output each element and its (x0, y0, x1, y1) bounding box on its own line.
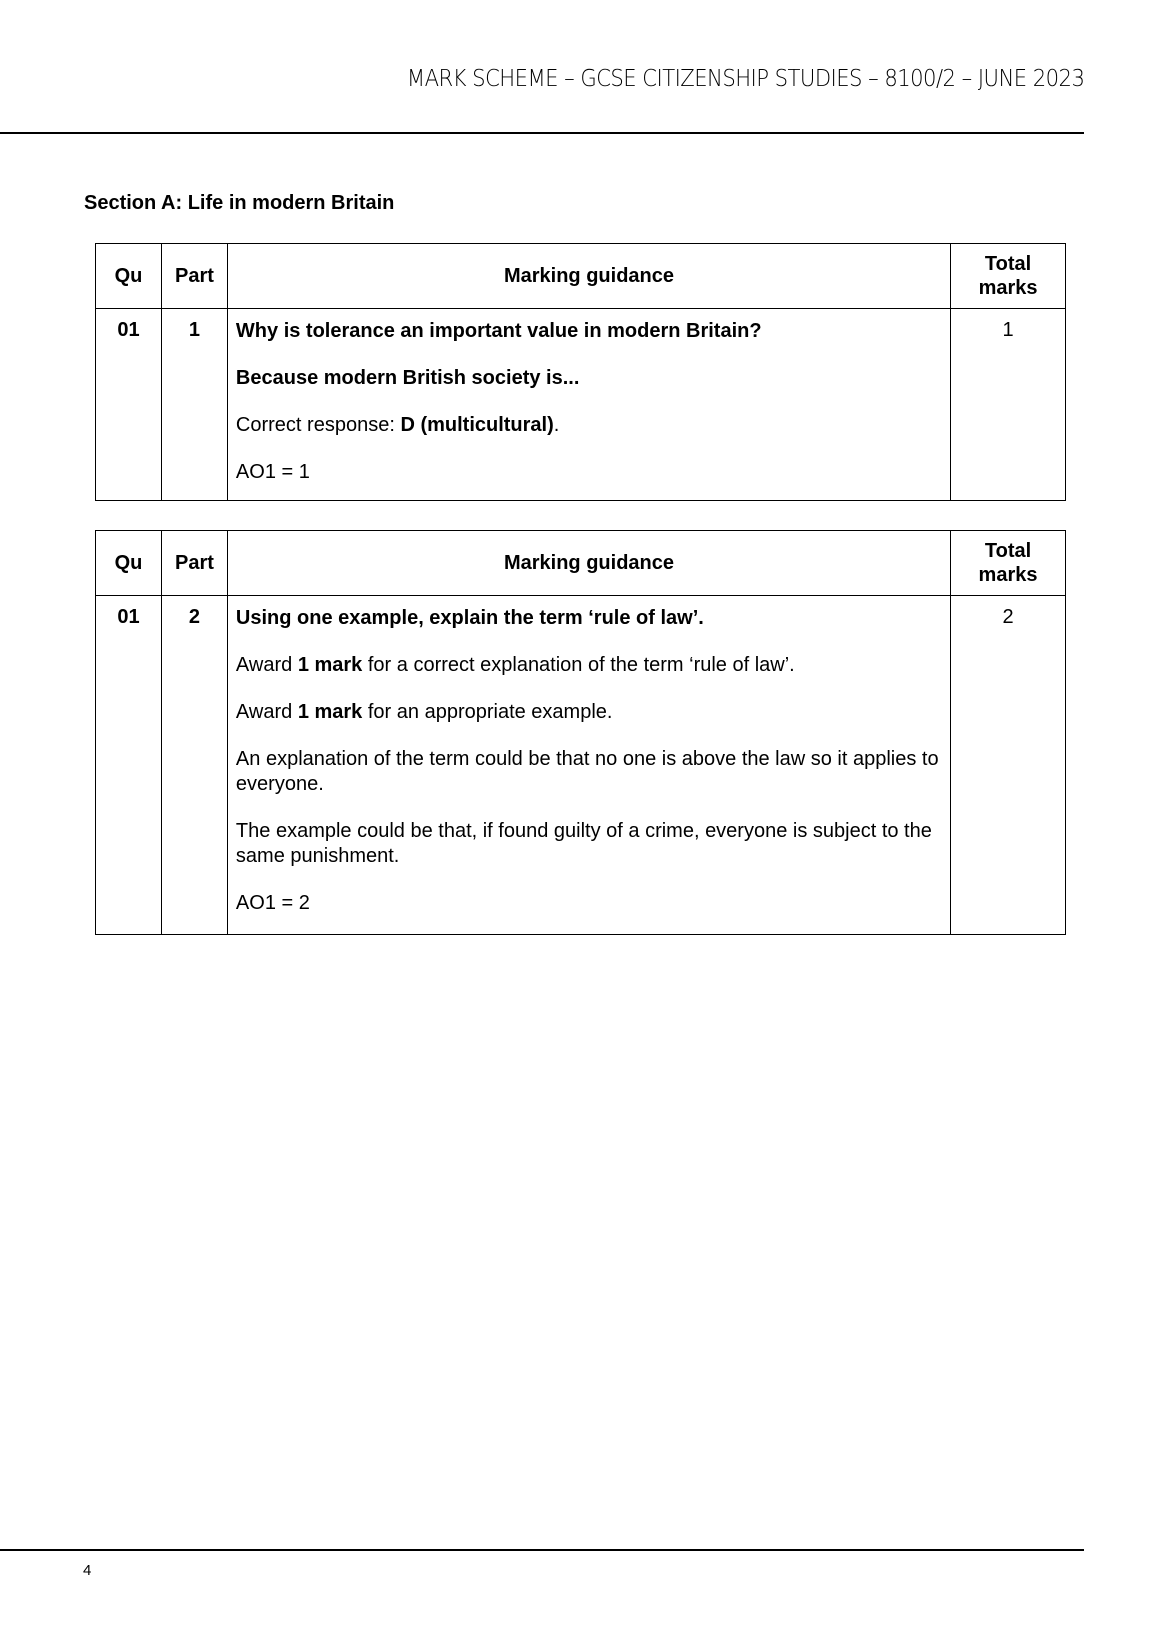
question-text: Using one example, explain the term ‘rule of law’. (235, 607, 704, 629)
col-total: Total marks (951, 244, 1066, 309)
part-cell: 2 (161, 596, 227, 935)
award-marks: 1 mark (297, 701, 363, 723)
award-suffix: for a correct explanation of the term ‘rule of law’. (362, 654, 795, 676)
table-header-row (96, 244, 1066, 309)
col-qu: Qu (96, 531, 162, 596)
question-text: Why is tolerance an important value in modern Britain? (235, 320, 762, 342)
col-part: Part (161, 531, 227, 596)
example-text: The example could be that, if found guilty of a crime, everyone is subject to the same punishment. (235, 820, 932, 867)
award-example (236, 700, 942, 725)
table-row (96, 309, 1066, 501)
col-guidance: Marking guidance (227, 531, 950, 596)
correct-response (236, 413, 942, 438)
award-prefix: Award (235, 654, 298, 676)
correct-suffix: . (553, 414, 560, 436)
total-cell: 2 (951, 596, 1066, 935)
header-rule (0, 132, 1084, 134)
award-prefix: Award (235, 701, 298, 723)
guidance-cell (227, 309, 950, 501)
document-header: MARK SCHEME – GCSE CITIZENSHIP STUDIES – 8100/2 – JUNE 2023 (406, 66, 1084, 92)
assessment-objective: AO1 = 1 (235, 461, 310, 483)
total-cell: 1 (951, 309, 1066, 501)
award-marks: 1 mark (297, 654, 363, 676)
correct-answer: D (multicultural) (400, 414, 554, 436)
section-title: Section A: Life in modern Britain (84, 192, 395, 214)
col-total: Total marks (951, 531, 1066, 596)
part-cell: 1 (161, 309, 227, 501)
question-stem: Because modern British society is... (235, 367, 580, 389)
table-header-row (96, 531, 1066, 596)
footer-rule (0, 1549, 1084, 1551)
award-suffix: for an appropriate example. (362, 701, 613, 723)
col-qu: Qu (96, 244, 162, 309)
explanation-text: An explanation of the term could be that no one is above the law so it applies to everyone. (235, 748, 939, 795)
question-table-2 (95, 530, 1066, 935)
guidance-cell (227, 596, 950, 935)
qu-cell: 01 (96, 596, 162, 935)
correct-prefix: Correct response: (235, 414, 401, 436)
table-row (96, 596, 1066, 935)
award-explanation (236, 653, 942, 678)
page-number: 4 (83, 1562, 92, 1579)
col-guidance: Marking guidance (227, 244, 950, 309)
assessment-objective: AO1 = 2 (235, 892, 310, 914)
col-part: Part (161, 244, 227, 309)
qu-cell: 01 (96, 309, 162, 501)
question-table-1 (95, 243, 1066, 501)
